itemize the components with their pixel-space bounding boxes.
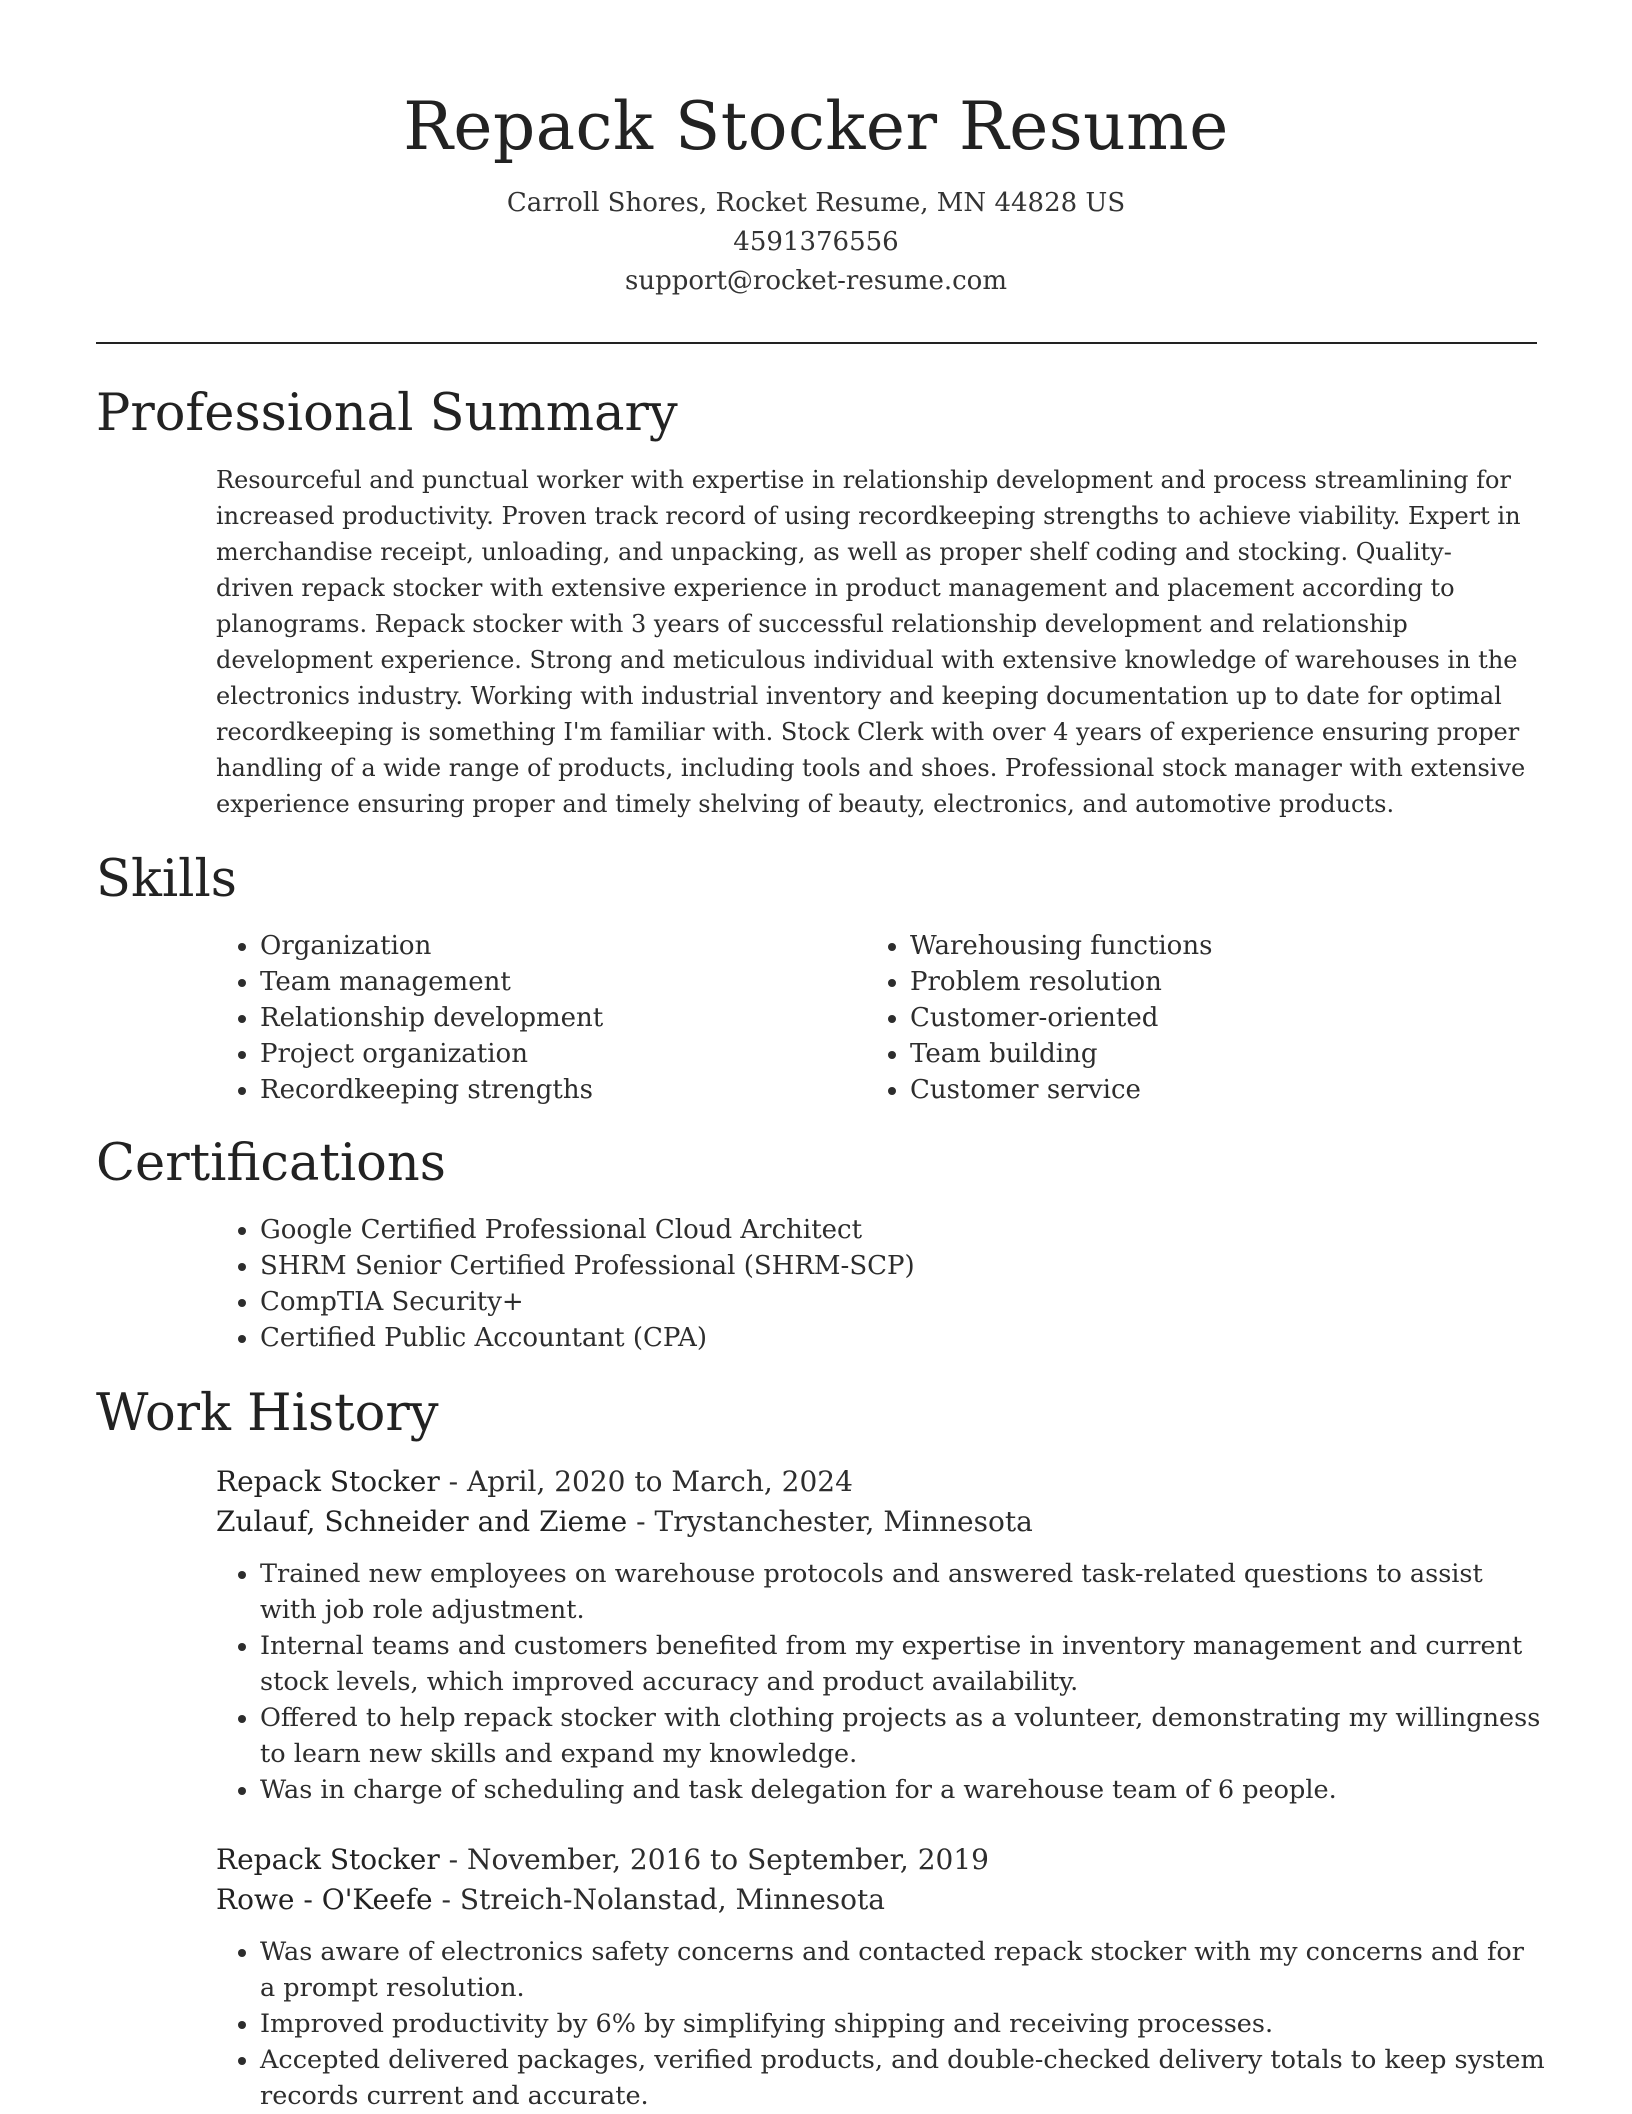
skill-item: • Recordkeeping strengths xyxy=(260,1072,866,1108)
job-company-line xyxy=(216,1880,1546,1920)
job-location: Trystanchester, Minnesota xyxy=(654,1505,1033,1538)
job-entry xyxy=(216,1462,1546,1808)
certifications-list xyxy=(216,1212,1526,1356)
job-entry xyxy=(216,1840,1546,2114)
job-separator: - xyxy=(441,1883,460,1916)
skill-item: • Problem resolution xyxy=(910,964,1516,1000)
skill-item: • Relationship development xyxy=(260,1000,866,1036)
job-company-line xyxy=(216,1502,1546,1542)
skills-column-right xyxy=(866,928,1516,1108)
job-dates: April, 2020 to March, 2024 xyxy=(467,1465,853,1498)
job-duty: • Accepted delivered packages, verified products, and double-checked delivery totals to keep system records current and accurate. xyxy=(260,2042,1546,2114)
work-history-heading: Work History xyxy=(96,1384,439,1443)
skill-item: • Customer-oriented xyxy=(910,1000,1516,1036)
job-location: Streich-Nolanstad, Minnesota xyxy=(459,1883,885,1916)
job-title: Repack Stocker xyxy=(216,1465,440,1498)
job-duty: • Trained new employees on warehouse protocols and answered task-related questions to assist with job role adjustment. xyxy=(260,1556,1546,1628)
job-title: Repack Stocker xyxy=(216,1843,440,1876)
skill-item: • Organization xyxy=(260,928,866,964)
skills-heading: Skills xyxy=(96,850,237,909)
job-title-line xyxy=(216,1840,1546,1880)
skill-item: • Project organization xyxy=(260,1036,866,1072)
header-divider xyxy=(96,342,1537,344)
certification-item: • CompTIA Security+ xyxy=(260,1284,1526,1320)
skills-column-left xyxy=(216,928,866,1108)
job-duty: • Improved productivity by 6% by simplifying shipping and receiving processes. xyxy=(260,2006,1546,2042)
contact-phone: 4591376556 xyxy=(733,227,899,257)
certification-item: • SHRM Senior Certified Professional (SHRM-SCP) xyxy=(260,1248,1526,1284)
job-duty: • Was aware of electronics safety concerns and contacted repack stocker with my concerns and for a prompt resolution. xyxy=(260,1934,1546,2006)
skill-item: • Warehousing functions xyxy=(910,928,1516,964)
resume-header xyxy=(0,0,1632,301)
job-separator: - xyxy=(448,1465,467,1498)
job-separator: - xyxy=(448,1843,467,1876)
contact-email: support@rocket-resume.com xyxy=(624,266,1007,296)
job-company: Zulauf, Schneider and Zieme xyxy=(216,1505,628,1538)
resume-title: Repack Stocker Resume xyxy=(403,88,1229,165)
job-company: Rowe - O'Keefe xyxy=(216,1883,433,1916)
job-title-line xyxy=(216,1462,1546,1502)
skills-list xyxy=(216,928,1526,1108)
skill-item: • Team building xyxy=(910,1036,1516,1072)
summary-heading: Professional Summary xyxy=(96,384,678,443)
skill-item: • Customer service xyxy=(910,1072,1516,1108)
certification-item: • Certified Public Accountant (CPA) xyxy=(260,1320,1526,1356)
job-duties xyxy=(216,1556,1546,1808)
job-duty: • Internal teams and customers benefited from my expertise in inventory management and current stock levels, which improved accuracy and product availability. xyxy=(260,1628,1546,1700)
summary-text: Resourceful and punctual worker with expertise in relationship development and process streamlining for increased productivity. Proven track record of using recordkeeping strengths to achieve viability. Expert in merchandise receipt, unloading, and unpacking, as well as proper shelf coding and stocking. Quality-driven repack stocker with extensive experience in product management and placement according to planograms. Repack stocker with 3 years of successful relationship development and relationship development experience. Strong and meticulous individual with extensive knowledge of warehouses in the electronics industry. Working with industrial inventory and keeping documentation up to date for optimal recordkeeping is something I'm familiar with. Stock Clerk with over 4 years of experience ensuring proper handling of a wide range of products, including tools and shoes. Professional stock manager with extensive experience ensuring proper and timely shelving of beauty, electronics, and automotive products. xyxy=(216,466,1526,818)
certifications-heading: Certifications xyxy=(96,1134,446,1193)
job-duties xyxy=(216,1934,1546,2114)
job-duty: • Was in charge of scheduling and task delegation for a warehouse team of 6 people. xyxy=(260,1772,1546,1808)
contact-address: Carroll Shores, Rocket Resume, MN 44828 US xyxy=(506,188,1126,218)
job-separator: - xyxy=(636,1505,655,1538)
certification-item: • Google Certified Professional Cloud Architect xyxy=(260,1212,1526,1248)
job-duty: • Offered to help repack stocker with clothing projects as a volunteer, demonstrating my willingness to learn new skills and expand my knowledge. xyxy=(260,1700,1546,1772)
skill-item: • Team management xyxy=(260,964,866,1000)
job-dates: November, 2016 to September, 2019 xyxy=(467,1843,989,1876)
